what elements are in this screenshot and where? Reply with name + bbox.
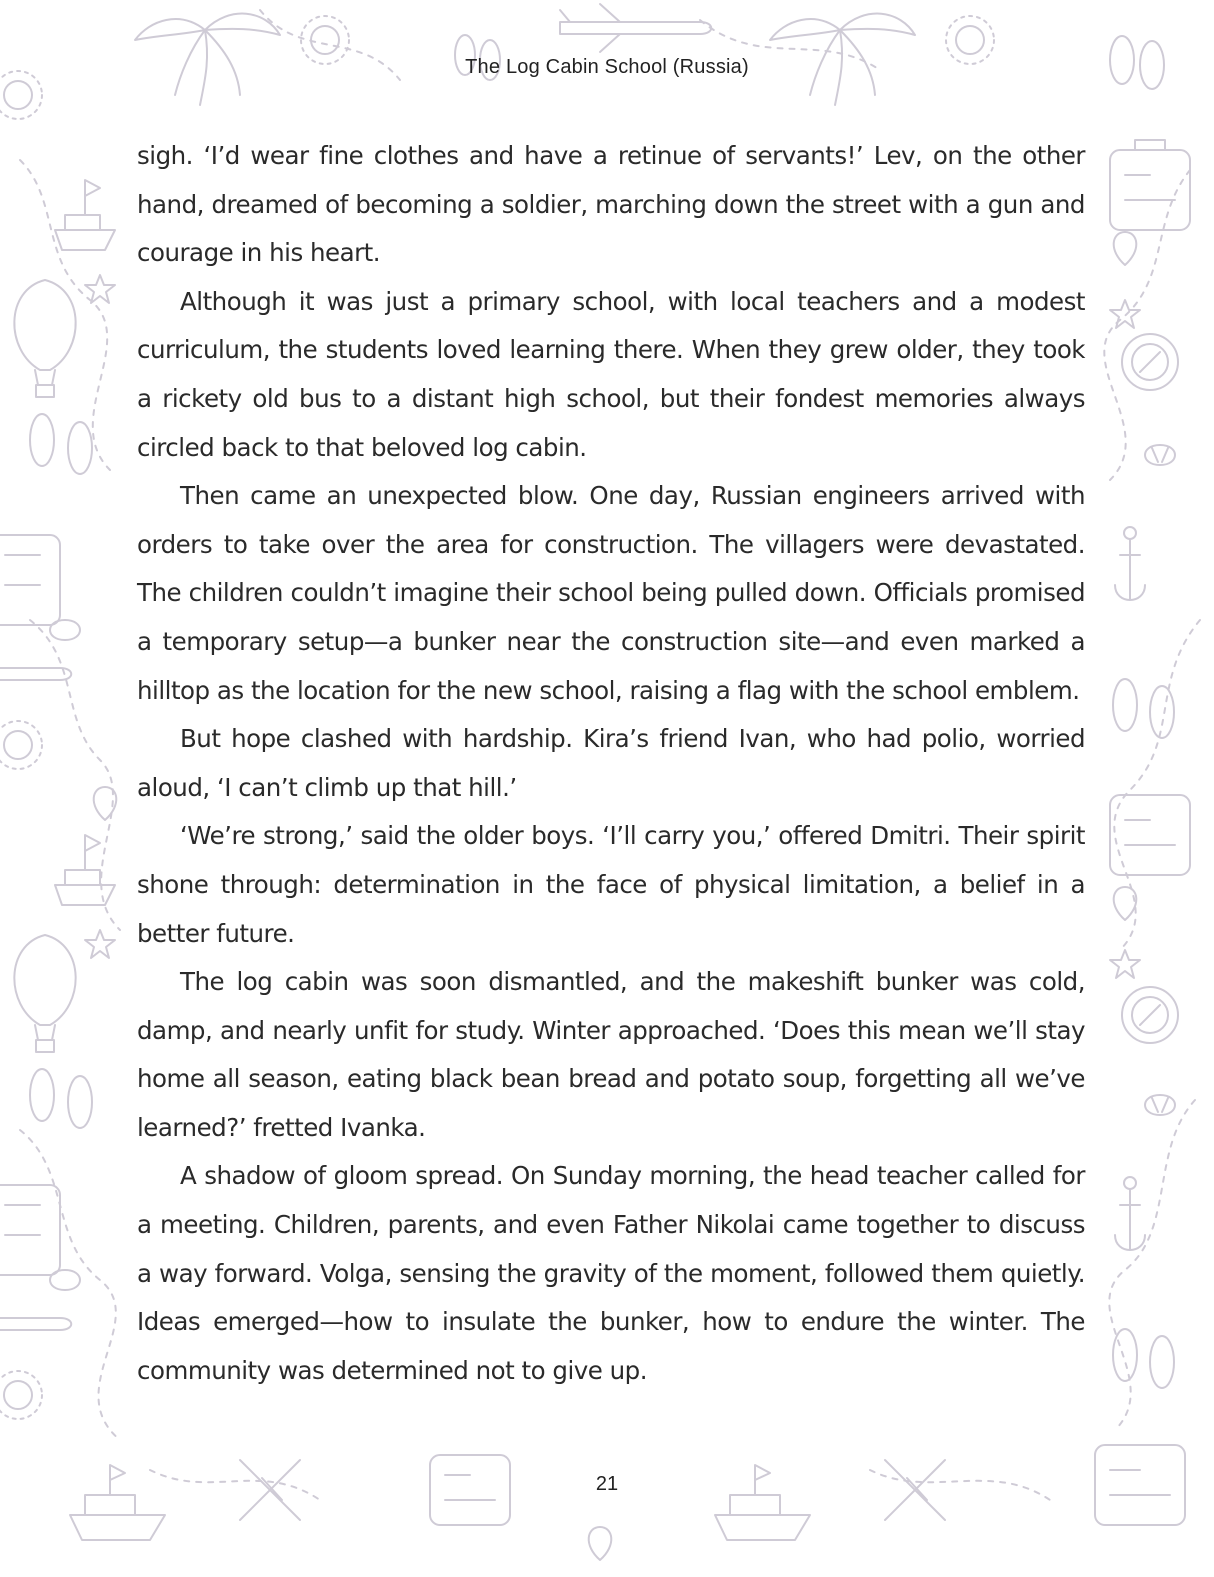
paragraph-5: ‘We’re strong,’ said the older boys. ‘I’ll carry you,’ offered Dmitri. Their spirit shone through: determination in the face of physical limitation, a belief in a better future. (137, 821, 1085, 948)
flip-flops-icon (30, 414, 92, 474)
paragraph-3: Then came an unexpected blow. One day, Russian engineers arrived with orders to take over the area for construction. The villagers were devastated. The children couldn’t imagine their school being pulled down. Officials promised a temporary setup—a bunker near the construction site—and even marked a hilltop as the location for the new school, raising a flag with the school emblem. (137, 481, 1085, 705)
anchor-icon (1115, 1177, 1145, 1250)
star-icon (1110, 300, 1140, 328)
seashell-icon (50, 1270, 80, 1290)
airplane-icon (560, 4, 711, 52)
paragraph-6: The log cabin was soon dismantled, and the makeshift bunker was cold, damp, and nearly unfit for study. Winter approached. ‘Does this mean we’ll stay home all season, eating black bean bread and potato soup, forgetting all we’ve learned?’ fretted Ivanka. (137, 967, 1085, 1142)
seashell-icon (1145, 1095, 1175, 1115)
compass-icon (1122, 987, 1178, 1043)
paragraph-4: But hope clashed with hardship. Kira’s friend Ivan, who had polio, worried aloud, ‘I can’t climb up that hill.’ (137, 724, 1085, 802)
paragraph-7: A shadow of gloom spread. On Sunday morning, the head teacher called for a meeting. Children, parents, and even Father Nikolai came together to discuss a way forward. Volga, sensing the gravity of the moment, followed them quietly. Ideas emerged—how to insulate the bunker, how to endure the winter. The community was determined not to give up. (137, 1161, 1085, 1385)
map-pin-icon (94, 787, 117, 820)
compass-icon (1122, 334, 1178, 390)
flip-flops-icon (1113, 1329, 1174, 1388)
sun-icon (0, 721, 42, 769)
airplane-icon (0, 668, 71, 680)
paragraph-2: Although it was just a primary school, with local teachers and a modest curriculum, the students loved learning there. When they grew older, they took a rickety old bus to a distant high school, but their fondest memories always circled back to that beloved log cabin. (137, 286, 1085, 462)
hot-air-balloon-icon (14, 935, 75, 1052)
star-icon (85, 275, 115, 303)
sun-icon (0, 1371, 42, 1419)
airplane-icon (0, 1318, 71, 1330)
running-head-title: The Log Cabin School (Russia) (465, 56, 749, 78)
suitcase-icon (1110, 795, 1190, 875)
star-icon (85, 930, 115, 958)
ship-icon (55, 835, 115, 905)
paragraph-1: sigh. ‘I’d wear fine clothes and have a retinue of servants!’ Lev, on the other hand, dreamed of becoming a soldier, marching down the street with a gun and courage in his heart. (137, 141, 1085, 268)
map-pin-icon (589, 1527, 612, 1560)
map-pin-icon (1114, 887, 1137, 920)
page-number: 21 (595, 1473, 619, 1495)
suitcase-icon (0, 1185, 60, 1275)
flip-flops-icon (30, 1069, 92, 1128)
star-icon (1110, 950, 1140, 978)
hot-air-balloon-icon (14, 280, 75, 397)
body-text (137, 132, 1085, 1395)
flip-flops-icon (1113, 679, 1174, 738)
suitcase-icon (1110, 140, 1190, 230)
suitcase-icon (0, 535, 60, 625)
seashell-icon (1145, 445, 1175, 465)
map-pin-icon (1114, 232, 1137, 265)
anchor-icon (1115, 527, 1145, 600)
ship-icon (55, 180, 115, 250)
seashell-icon (50, 620, 80, 640)
